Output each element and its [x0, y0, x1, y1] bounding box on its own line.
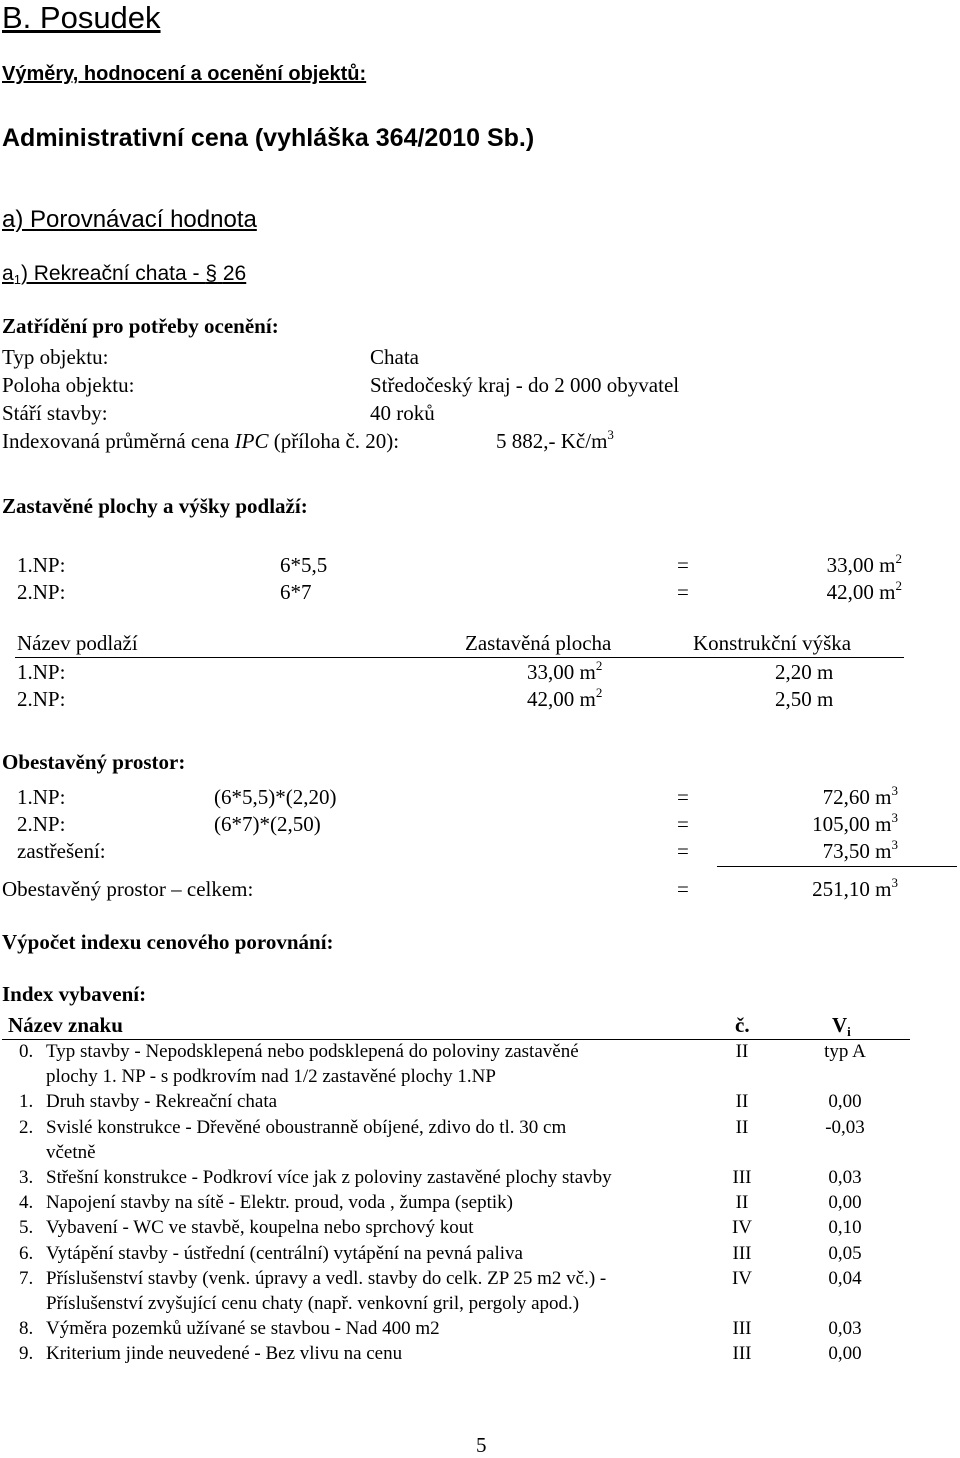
volume-eq-1: =: [677, 785, 689, 809]
equipment-row-class: II: [735, 1091, 749, 1113]
equipment-row-text: Typ stavby - Nepodsklepená nebo podsklepená do poloviny zastavěné: [46, 1041, 579, 1062]
equipment-row-class: IV: [731, 1217, 753, 1239]
equipment-row-value: 0,00: [828, 1343, 862, 1365]
floors-row-2-area: 42,00 $m^2$: [527, 684, 603, 711]
floors-header-area: Zastavěná plocha: [465, 631, 612, 655]
volume-eq-3: =: [677, 839, 689, 863]
floors-header-name: Název podlaží: [17, 631, 138, 655]
equipment-row-number: 8.: [19, 1318, 34, 1340]
location-label: Poloha objektu:: [2, 373, 135, 397]
volume-sum-rule: [717, 866, 957, 867]
equipment-row-value: 0,05: [828, 1242, 862, 1264]
built-areas-heading: Zastavěné plochy a výšky podlaží:: [2, 494, 308, 518]
equipment-row-class: III: [732, 1318, 752, 1340]
equipment-row-value: 0,00: [828, 1091, 862, 1113]
equipment-row-class: II: [735, 1041, 749, 1062]
equipment-row-class: III: [732, 1343, 752, 1365]
floors-row-1-height: 2,20 m: [775, 660, 834, 684]
area-floor-1: 1.NP:: [17, 553, 66, 577]
method-title: Administrativní cena (vyhláška 364/2010 Sb.): [2, 124, 535, 152]
equipment-heading: Index vybavení:: [2, 982, 147, 1006]
equipment-row-class: III: [732, 1167, 752, 1188]
equipment-row-number: 5.: [19, 1217, 34, 1239]
equipment-row-text: Svislé konstrukce - Dřevěné oboustranně obíjené, zdivo do tl. 30 cm: [46, 1116, 567, 1138]
volume-total-eq: =: [677, 877, 689, 901]
volume-formula-1: (6*5,5)*(2,20): [214, 785, 337, 809]
equipment-row-value: 0,03: [828, 1318, 862, 1340]
object-heading: $a_1$) Rekreační chata - § 26: [2, 262, 247, 287]
equipment-row-text: Druh stavby - Rekreační chata: [46, 1091, 278, 1113]
floors-row-1-area: 33,00 $m^2$: [527, 657, 603, 684]
equipment-row-text: Výměra pozemků užívané se stavbou - Nad 400 m2: [46, 1318, 440, 1340]
equipment-row-text: Vytápění stavby - ústřední (centrální) vytápění na pevná paliva: [46, 1242, 523, 1264]
volume-eq-2: =: [677, 812, 689, 836]
equipment-row-text: Vybavení - WC ve stavbě, koupelna nebo sprchový kout: [46, 1217, 474, 1239]
age-value: 40 roků: [370, 401, 435, 425]
volume-value-1: 72,60 $m^3$: [822, 782, 898, 809]
comparison-heading: a) Porovnávací hodnota: [2, 206, 257, 233]
ipc-label: Indexovaná průměrná cena IPC (příloha č. 20):: [2, 429, 400, 453]
equipment-row-value: -0,03: [825, 1116, 865, 1138]
subtitle: Výměry, hodnocení a ocenění objektů:: [2, 63, 367, 85]
equipment-header-rule: [2, 1039, 910, 1040]
section-title: B. Posudek: [2, 0, 161, 35]
volume-label-2: 2.NP:: [17, 812, 66, 836]
area-eq-2: =: [677, 580, 689, 604]
equipment-row-number: 4.: [19, 1192, 34, 1214]
floors-header-rule: [15, 657, 904, 658]
equipment-header-name: Název znaku: [8, 1013, 123, 1037]
area-floor-2: 2.NP:: [17, 580, 66, 604]
index-heading: Výpočet indexu cenového porovnání:: [2, 930, 334, 954]
equipment-row-value: 0,04: [828, 1267, 862, 1289]
equipment-row-class: II: [735, 1192, 749, 1214]
equipment-row-value: 0,10: [828, 1217, 862, 1239]
equipment-row-number: 1.: [19, 1091, 34, 1113]
area-formula-1: 6*5,5: [280, 553, 328, 577]
volume-label-3: zastřešení:: [17, 839, 106, 863]
section-sign: §: [205, 262, 218, 285]
floors-row-2-name: 2.NP:: [17, 687, 66, 711]
equipment-row-class: IV: [731, 1267, 753, 1289]
floors-row-1-name: 1.NP:: [17, 660, 66, 684]
ipc-value: 5 882,- $Kč/m^3$: [496, 426, 614, 453]
volume-total-label: Obestavěný prostor – celkem:: [2, 877, 254, 901]
volume-value-3: 73,50 $m^3$: [822, 836, 898, 863]
volume-total-value: 251,10 $m^3$: [812, 874, 898, 901]
volume-formula-2: (6*7)*(2,50): [214, 812, 321, 836]
floors-header-height: Konstrukční výška: [693, 631, 852, 655]
volume-heading: Obestavěný prostor:: [2, 750, 186, 774]
equipment-row-text: včetně: [46, 1141, 96, 1163]
equipment-row-value: 0,00: [828, 1192, 862, 1214]
equipment-row-value: 0,03: [828, 1167, 862, 1188]
area-value-1: 33,00 $m^2$: [826, 550, 902, 577]
area-formula-2: 6*7: [280, 580, 312, 604]
equipment-row-text: Střešní konstrukce - Podkroví více jak z poloviny zastavěné plochy stavby: [46, 1167, 612, 1188]
equipment-header-num: č.: [735, 1013, 750, 1037]
equipment-row-text: plochy 1. NP - s podkrovím nad 1/2 zastavěné plochy 1.NP: [46, 1066, 496, 1088]
area-value-2: 42,00 $m^2$: [826, 577, 902, 604]
equipment-header-v: $V_i$: [832, 1013, 851, 1039]
location-value: Středočeský kraj - do 2 000 obyvatel: [370, 373, 680, 397]
equipment-row-class: III: [732, 1242, 752, 1264]
equipment-row-number: 9.: [19, 1343, 34, 1365]
equipment-row-number: 3.: [19, 1167, 34, 1188]
equipment-row-text: Příslušenství zvyšující cenu chaty (např. venkovní gril, pergoly apod.): [46, 1293, 580, 1314]
area-eq-1: =: [677, 553, 689, 577]
equipment-row-number: 7.: [19, 1267, 34, 1289]
page-number: 5: [476, 1433, 487, 1457]
type-value: Chata: [370, 345, 419, 369]
equipment-row-text: Příslušenství stavby (venk. úpravy a vedl. stavby do celk. ZP 25 m2 vč.) -: [46, 1267, 607, 1289]
type-label: Typ objektu:: [2, 345, 109, 369]
floors-row-2-height: 2,50 m: [775, 687, 834, 711]
equipment-row-number: 2.: [19, 1116, 34, 1138]
equipment-row-number: 6.: [19, 1242, 34, 1264]
volume-value-2: 105,00 $m^3$: [812, 809, 898, 836]
classification-heading: Zatřídění pro potřeby ocenění:: [2, 314, 279, 338]
equipment-row-text: Kriterium jinde neuvedené - Bez vlivu na cenu: [46, 1343, 403, 1365]
volume-label-1: 1.NP:: [17, 785, 66, 809]
equipment-row-value: typ A: [824, 1041, 866, 1062]
equipment-row-text: Napojení stavby na sítě - Elektr. proud, voda , žumpa (septik): [46, 1192, 513, 1214]
equipment-row-class: II: [735, 1116, 749, 1138]
age-label: Stáří stavby:: [2, 401, 108, 425]
equipment-row-number: 0.: [19, 1041, 34, 1062]
